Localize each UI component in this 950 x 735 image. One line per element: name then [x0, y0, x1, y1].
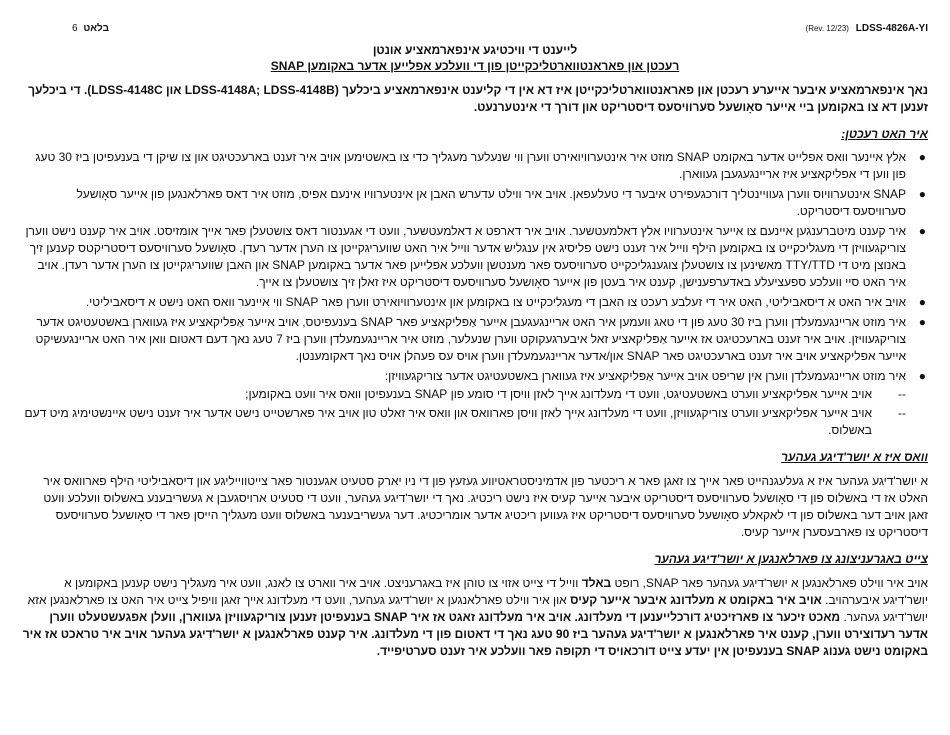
bullet-icon: ● [918, 369, 926, 383]
page-number [72, 20, 109, 37]
time-limit-paragraph: אויב איר ווילט פארלאנגען א יושר'דיגע געהער פאר SNAP, רופט באלד ווייל די צייט אזוי צו טוהן איז באגרעניצט. אויב איר ווארט צו לאנג, וועט איר מעגליך נישט קענען באקומען א יושר'דיגע איבערהויב. אויב איר באקומט א מעלדונג איבער אייער קעיס און איר ווילט פארלאנגען א יושר'דיגע געהער, וועט די מעלדונג אייך זאגן וויפיל צייט איר האט צו פארלאנגען אזא יושר'דיגע געהער. מאכט זיכער צו פארזיכטיג דורכלייענען די מעלדונג. אויב איר מעלדונג זאגט אז איר SNAP בענעפיטן זענען צוריקגעוויזן געווארן, וועלן אפגעשטעלט ווערן אדער רעדוצירט ווערן, קענט איר פארלאנגען א יושר'דיגע געהער ביז 90 טעג נאך די דאטום פון די מעלדונג. איר קענט פארלאנגען א יושר'דיגע געהער אויב איר טראכט אז איר באקומט נישט גענוג SNAP בענעפיטן אין יעדע צייט דורכאויס די תקופה פאר וועלכע איר זענט סערטיפייד. [22, 576, 928, 658]
form-number: LDSS-4826A-YI [855, 23, 928, 34]
emphasis-notice: אויב איר באקומט א מעלדונג איבער אייער קעיס [570, 593, 822, 607]
rights-heading: איר האט רעכטן: [841, 127, 928, 141]
page-subtitle: רעכטן און פאראנטווארטליכקייטן פון די וועלכע אפלייען אדער באקומען SNAP [270, 59, 680, 73]
bullet-icon: ● [918, 187, 926, 201]
dash-marker: -- [898, 406, 906, 420]
list-item: ● SNAP אינטערוויוס ווערן געוויינטליך דורכגעפירט איבער די טעלעפאן. אויב איר ווילט עדערש האבן אן אינטערוויו אינעם אפיס, מוזט איר דאס פארלאנגען פון אייער סאָושעל סערוויסעס דיסטריקט. [76, 187, 926, 218]
page-word: בלאט [83, 23, 109, 34]
form-identifier [806, 20, 928, 37]
bullet-icon: ● [918, 295, 926, 309]
bullet-icon: ● [918, 224, 926, 238]
bold-instructions: מאכט זיכער צו פארזיכטיג דורכלייענען די מעלדונג. אויב איר מעלדונג זאגט אז איר SNAP בענעפיטן זענען צוריקגעוויזן געווארן, וועלן אפגעשטעלט ווערן אדער רעדוצירט ווערן, קענט איר פארלאנגען א יושר'דיגע געהער ביז 90 טעג נאך די דאטום פון די מעלדונג. איר קענט פארלאנגען א יושר'דיגע געהער אויב איר טראכט אז איר באקומט נישט גענוג SNAP בענעפיטן אין יעדע צייט דורכאויס די תקופה פאר וועלכע איר זענט סערטיפייד. [22, 610, 928, 658]
emphasis-now: באלד [581, 576, 612, 590]
list-item: ● איר מוזט אריינגעמעלדן ווערן אין שריפט אויב אייער אַפּליקאציע איז געווארן באשטעטיגט אדער צוריקגעוויזן: -- אויב אייער אפליקאציע ווערט באשטעטיגט, וועט די מעלדונג אייך לאזן וויסן די סומע פון SNAP בענעפיטן וואס איר וועט באקומען; -- אויב אייער אפליקאציע ווערט צוריקגעוויזן, וועט די מעלדונג אייך לאזן וויסן פארוואס און וואס איר זאלט טון אויב איר פארשטייט נישט אדער איר זענט נישט איינשטימיג מיט דעם באשלוס. [22, 368, 906, 439]
fair-hearing-paragraph: א יושר'דיגע געהער איז א געלעגנהייט פאר אייך צו זאגן פאר א ריכטער פון אדמיניסטראטיווע געזעץ פון די ניו יארק סטעיט אגענטור פאר צייטווייליגע און דיסאביליטי הילף פארוואס איר האלט אז די באשלוס פון די סאָושעל סערוויסעס דיסטריקט איבער אייער קעיס איז נישט ריכטיג. נאך די יושר'דיגע געהער, וועט די סטעיט ארויסגעבן א געשריבענע באשלוס וועלכע וועט זאגן אויב דער באשלוס פון די לאקאלע סאָושעל סערוויסעס דיסטריקט איז געווען ריכטיג אדער אומריכטיג. דער געשריבענער באשלוס וועט מעגליך הייסן פאר די סאָושעל סערוויסעס דיסטריקט צו פארבעסערן אייער קעיס. [43, 474, 928, 539]
bullet-icon: ● [918, 315, 926, 329]
time-limit-heading: צייט באגרעניצונג צו פארלאנגען א יושר'דיגע געהער [654, 552, 928, 566]
dash-marker: -- [898, 387, 906, 401]
fair-hearing-heading: וואס איז א יושר'דיגע געהער [781, 450, 928, 464]
sub-list-item: -- אויב אייער אפליקאציע ווערט צוריקגעוויזן, וועט די מעלדונג אייך לאזן וויסן פארוואס און וואס איר זאלט טון אויב איר פארשטייט נישט אדער איר זענט נישט איינשטימיג מיט דעם באשלוס. [24, 406, 906, 437]
list-item: ● אלץ איינער וואס אפלייט אדער באקומט SNAP מוזט איר אינטערוויואירט ווערן ווי שנעלער מעגליך כדי צו באשטימען אויב איר זענט בארעכטיגט און צו שיקן די בענעפיטן ביז 30 טעג פון ווען די אפליקאציע איז אריינגעגעבן געווארן. [35, 150, 926, 181]
list-item: ● אויב איר האט א דיסאביליטי, האט איר די זעלבע רעכט צו האבן די מעגליכקייט צו באקומען און אינטערוויואירט ווערן פאר SNAP ווי איינער וואס האט נישט א דיסאביליטי. [85, 295, 926, 309]
intro-paragraph: נאך אינפארמאציע איבער אייערע רעכטן און פאראנטווארטליכקייטן איז דא אין די קליענט אינפארמאציע ביכלעך (LDSS-4148A; LDSS-4148B און LDSS-4148C). די ביכלעך זענען דא צו באקומען ביי אייער סאָושעל סערוויסעס דיסטריקט און דורך די אינטערנעט. [28, 83, 928, 114]
notice-sublist [22, 386, 906, 439]
document-page [22, 18, 928, 660]
sub-list-item: -- אויב אייער אפליקאציע ווערט באשטעטיגט, וועט די מעלדונג אייך לאזן וויסן די סומע פון SNAP בענעפיטן וואס איר וועט באקומען; [245, 387, 906, 401]
rights-list [22, 149, 928, 439]
bullet-icon: ● [918, 150, 926, 164]
page-number-value: 6 [72, 23, 78, 34]
list-item: ● איר קענט מיטברענגען איינעם צו אייער אינטערוויו אלץ דאלמעטשער. אויב איר דארפט א דאלמעטשער, וועט די אגענטור דאס צושטעלן פאר אייך אומזיסט. אויב איר קענט נישט ווערן צוריקגעוויזן די מעגליכקייט צו באקומען הילף ווייל איר זענט נישט פליסיג אין ענגליש אדער ווייל איר האט שוועריגקייטן צו הערן אדער רעדן. סאָושעל סערוויסעס דיסטריקטס קענען זיך באנוצן מיט די TTY/TTD מאשינען צו צושטעלן צוגענגליכקייט סערוויסעס פאר מענטשן וועלכע אפלייען פאר אדער באקומען SNAP און האבן שוועריגקייטן צו הערן אדער רעדן. אויב איר האט סיי וועלכע ספעציעלע באדערפענישן, קענט איר בעטן פון אייער סאָושעל סערוויסעס דיסטריקט איז זאלן זיך צושטעלן צו אייך. [25, 224, 926, 289]
page-header [22, 18, 928, 36]
list-item: ● איר מוזט אריינגעמעלדן ווערן ביז 30 טעג פון די טאג וועמען איר האט אריינגעגעבן אייער אַפּליקאציע פאר SNAP בענעפיטס, אויב אייער אַפּליקאציע איז געווארן באשטעטיגט אדער צוריקגעוויזן. אויב איר זענט בארעכטיגט אז אייער אַפּליקאציע זאל איבערגעקוקט ווערן שנעלער, מוזט איר אריינגעמעלדן ווערן ביז 7 טעג נאך דעם דאטום וואן איר האט אריינגעשיקט אייער אפליקאציע אויב איר זענט בארעכטיגט פאר SNAP און/אדער אריינגעמעלדן ווערן אויס עס פעהלן אויס נאך דאקומענטן. [35, 315, 926, 363]
revision-date: (Rev. 12/23) [805, 24, 849, 33]
page-title: לייענט די וויכטיגע אינפארמאציע אונטן [372, 43, 578, 57]
